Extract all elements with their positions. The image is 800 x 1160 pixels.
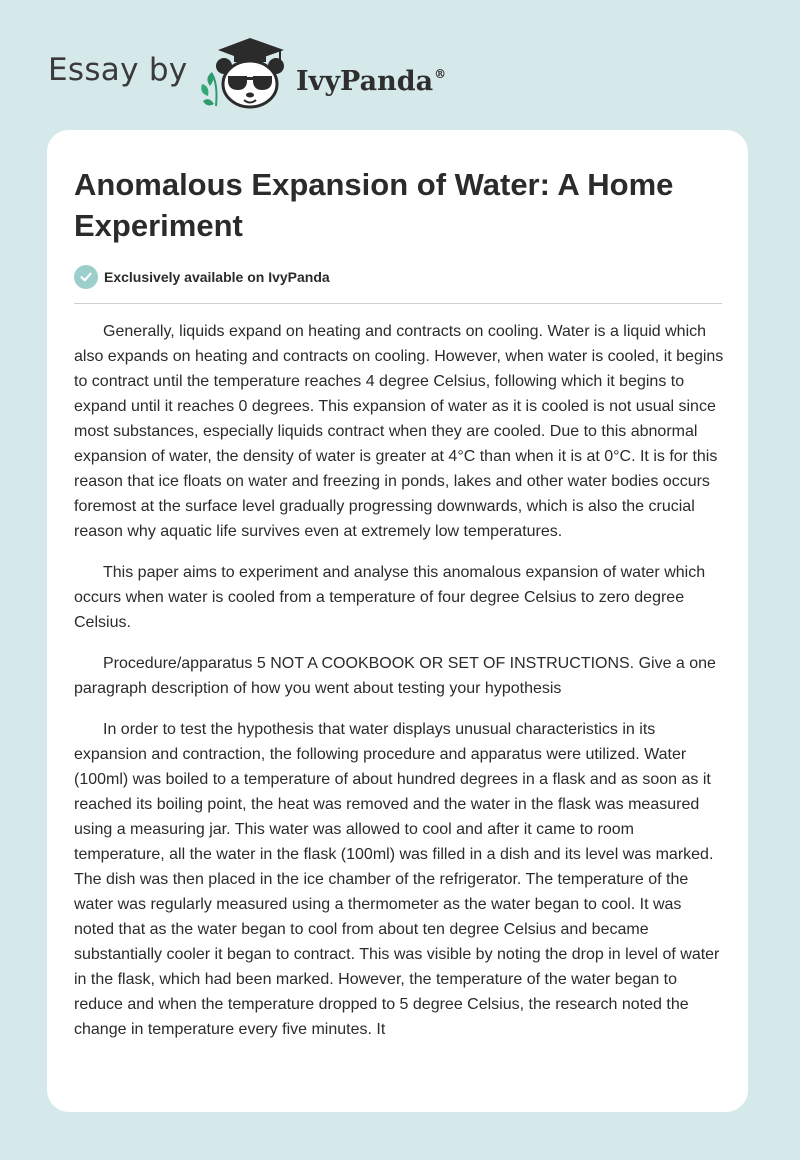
- divider: [74, 303, 722, 304]
- registered-mark: ®: [434, 67, 447, 81]
- essay-by-label: Essay by: [48, 52, 188, 88]
- site-header: [0, 0, 800, 130]
- brand-name-text: IvyPanda: [296, 66, 434, 97]
- paragraph: This paper aims to experiment and analyse this anomalous expansion of water which occurs when water is cooled from a temperature of four degree Celsius to zero degree Celsius.: [74, 564, 706, 631]
- paragraph: Generally, liquids expand on heating and contracts on cooling. Water is a liquid which also expands on heating and contracts on cooling. However, when water is cooled, it begins to contract until the temperature reaches 4 degree Celsius, following which it begins to expand until it reaches 0 degrees. This expansion of water as it is cooled is not usual since most substances, especially liquids contract when they are cooled. Due to this abnormal expansion of water, the density of water is greater at 4°C than when it is at 0°C. It is for this reason that ice floats on water and freezing in ponds, lakes and other water bodies occurs foremost at the surface level gradually progressing downwards, which is also the crucial reason why aquatic life survives even at extremely low temperatures.: [74, 323, 724, 540]
- brand-name[interactable]: [296, 56, 446, 100]
- check-icon: [74, 265, 98, 289]
- page-title: Anomalous Expansion of Water: A Home Experiment: [74, 167, 674, 243]
- essay-body: [74, 319, 724, 1058]
- paragraph: Procedure/apparatus 5 NOT A COOKBOOK OR SET OF INSTRUCTIONS. Give a one paragraph description of how you went about testing your hypothesis: [74, 655, 716, 697]
- badge-text: Exclusively available on IvyPanda: [104, 269, 330, 285]
- panda-logo-icon[interactable]: [200, 34, 292, 110]
- essay-card: [47, 130, 748, 1112]
- paragraph: In order to test the hypothesis that water displays unusual characteristics in its expansion and contraction, the following procedure and apparatus were utilized. Water (100ml) was boiled to a temperature of about hundred degrees in a flask and as soon as it reached its boiling point, the heat was removed and the water in the flask was measured using a measuring jar. This water was allowed to cool and after it came to room temperature, all the water in the flask (100ml) was filled in a dish and its level was marked. The dish was then placed in the ice chamber of the refrigerator. The temperature of the water was regularly measured using a thermometer as the water began to cool. It was noted that as the water began to cool from about ten degree Celsius and became substantially cooler it began to contract. This was visible by noting the drop in level of water in the flask, which had been marked. However, the temperature of the water began to reduce and when the temperature dropped to 5 degree Celsius, the research noted the change in temperature every five minutes. It: [74, 721, 720, 1038]
- exclusive-badge: [74, 264, 330, 290]
